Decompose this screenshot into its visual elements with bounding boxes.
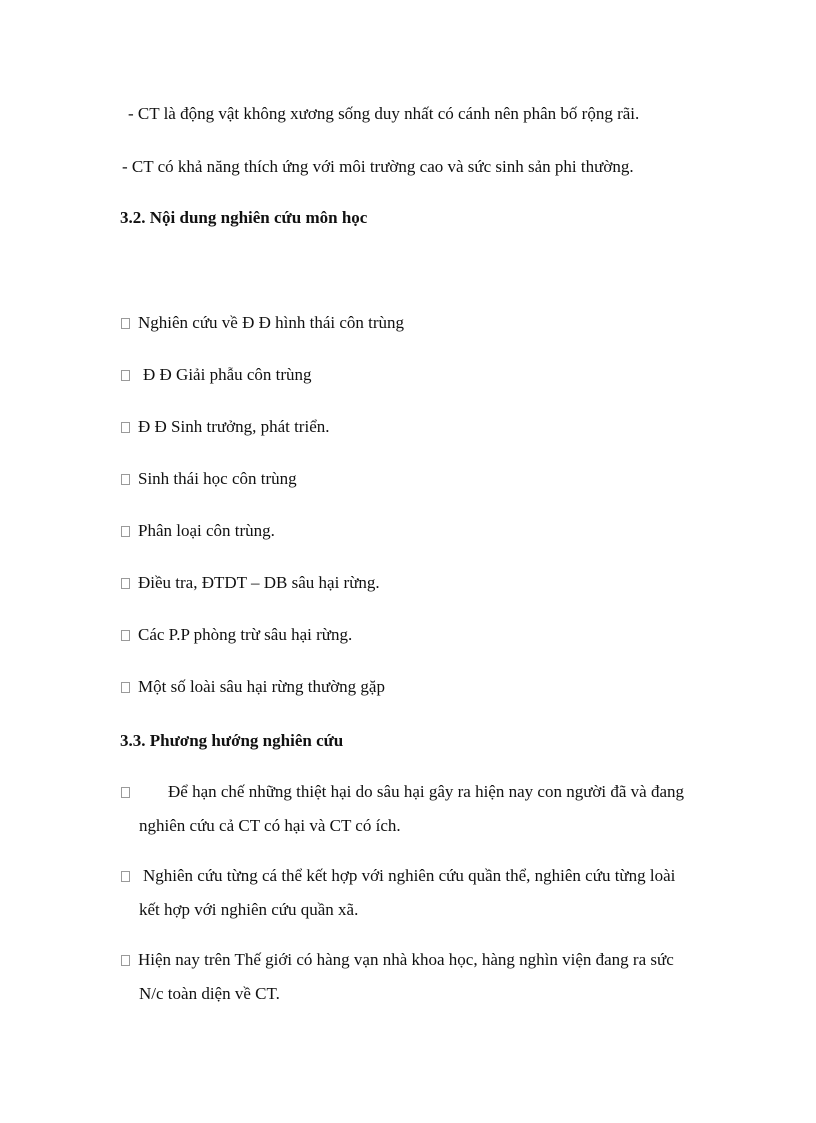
checkbox-bullet-icon (121, 787, 130, 798)
list-item-text: Đ Đ Giải phẫu côn trùng (143, 365, 312, 384)
checkbox-bullet-icon (121, 474, 130, 485)
list-item-text: Phân loại côn trùng. (138, 521, 275, 540)
list-item (121, 313, 404, 333)
list-item (121, 417, 330, 437)
checkbox-bullet-icon (121, 630, 130, 641)
intro-line-2: - CT có khả năng thích ứng với môi trường cao và sức sinh sản phi thường. (122, 157, 634, 176)
checkbox-bullet-icon (121, 578, 130, 589)
list-item-continuation: nghiên cứu cả CT có hại và CT có ích. (139, 816, 401, 835)
checkbox-bullet-icon (121, 682, 130, 693)
list-item (121, 469, 297, 489)
section-heading-3-2: 3.2. Nội dung nghiên cứu môn học (120, 208, 368, 227)
checkbox-bullet-icon (121, 422, 130, 433)
list-item (121, 625, 352, 645)
list-item (121, 677, 385, 697)
checkbox-bullet-icon (121, 318, 130, 329)
list-item-text: Một số loài sâu hại rừng thường gặp (138, 677, 385, 696)
intro-line-1: - CT là động vật không xương sống duy nhất có cánh nên phân bố rộng rãi. (128, 104, 640, 123)
list-item-text: Đ Đ Sinh trưởng, phát triển. (138, 417, 330, 436)
section-heading-3-3: 3.3. Phương hướng nghiên cứu (120, 731, 344, 750)
list-item (121, 866, 675, 886)
list-item-continuation: kết hợp với nghiên cứu quần xã. (139, 900, 359, 919)
list-item-text: Để hạn chế những thiệt hại do sâu hại gây ra hiện nay con người đã và đang (168, 782, 685, 801)
checkbox-bullet-icon (121, 526, 130, 537)
checkbox-bullet-icon (121, 955, 130, 966)
list-item (121, 365, 312, 385)
list-item (121, 521, 275, 541)
list-item-text: Hiện nay trên Thế giới có hàng vạn nhà khoa học, hàng nghìn viện đang ra sức (138, 950, 674, 969)
list-item-text: Nghiên cứu từng cá thể kết hợp với nghiên cứu quần thể, nghiên cứu từng loài (143, 866, 676, 885)
list-item-text: Điều tra, ĐTDT – DB sâu hại rừng. (138, 573, 380, 592)
list-item (121, 782, 684, 802)
list-item-text: Sinh thái học côn trùng (138, 469, 297, 488)
list-item (121, 573, 380, 593)
checkbox-bullet-icon (121, 370, 130, 381)
list-item-continuation: N/c toàn diện về CT. (139, 984, 280, 1003)
list-item (121, 950, 674, 970)
checkbox-bullet-icon (121, 871, 130, 882)
list-item-text: Các P.P phòng trừ sâu hại rừng. (138, 625, 353, 644)
list-item-text: Nghiên cứu về Đ Đ hình thái côn trùng (138, 313, 405, 332)
